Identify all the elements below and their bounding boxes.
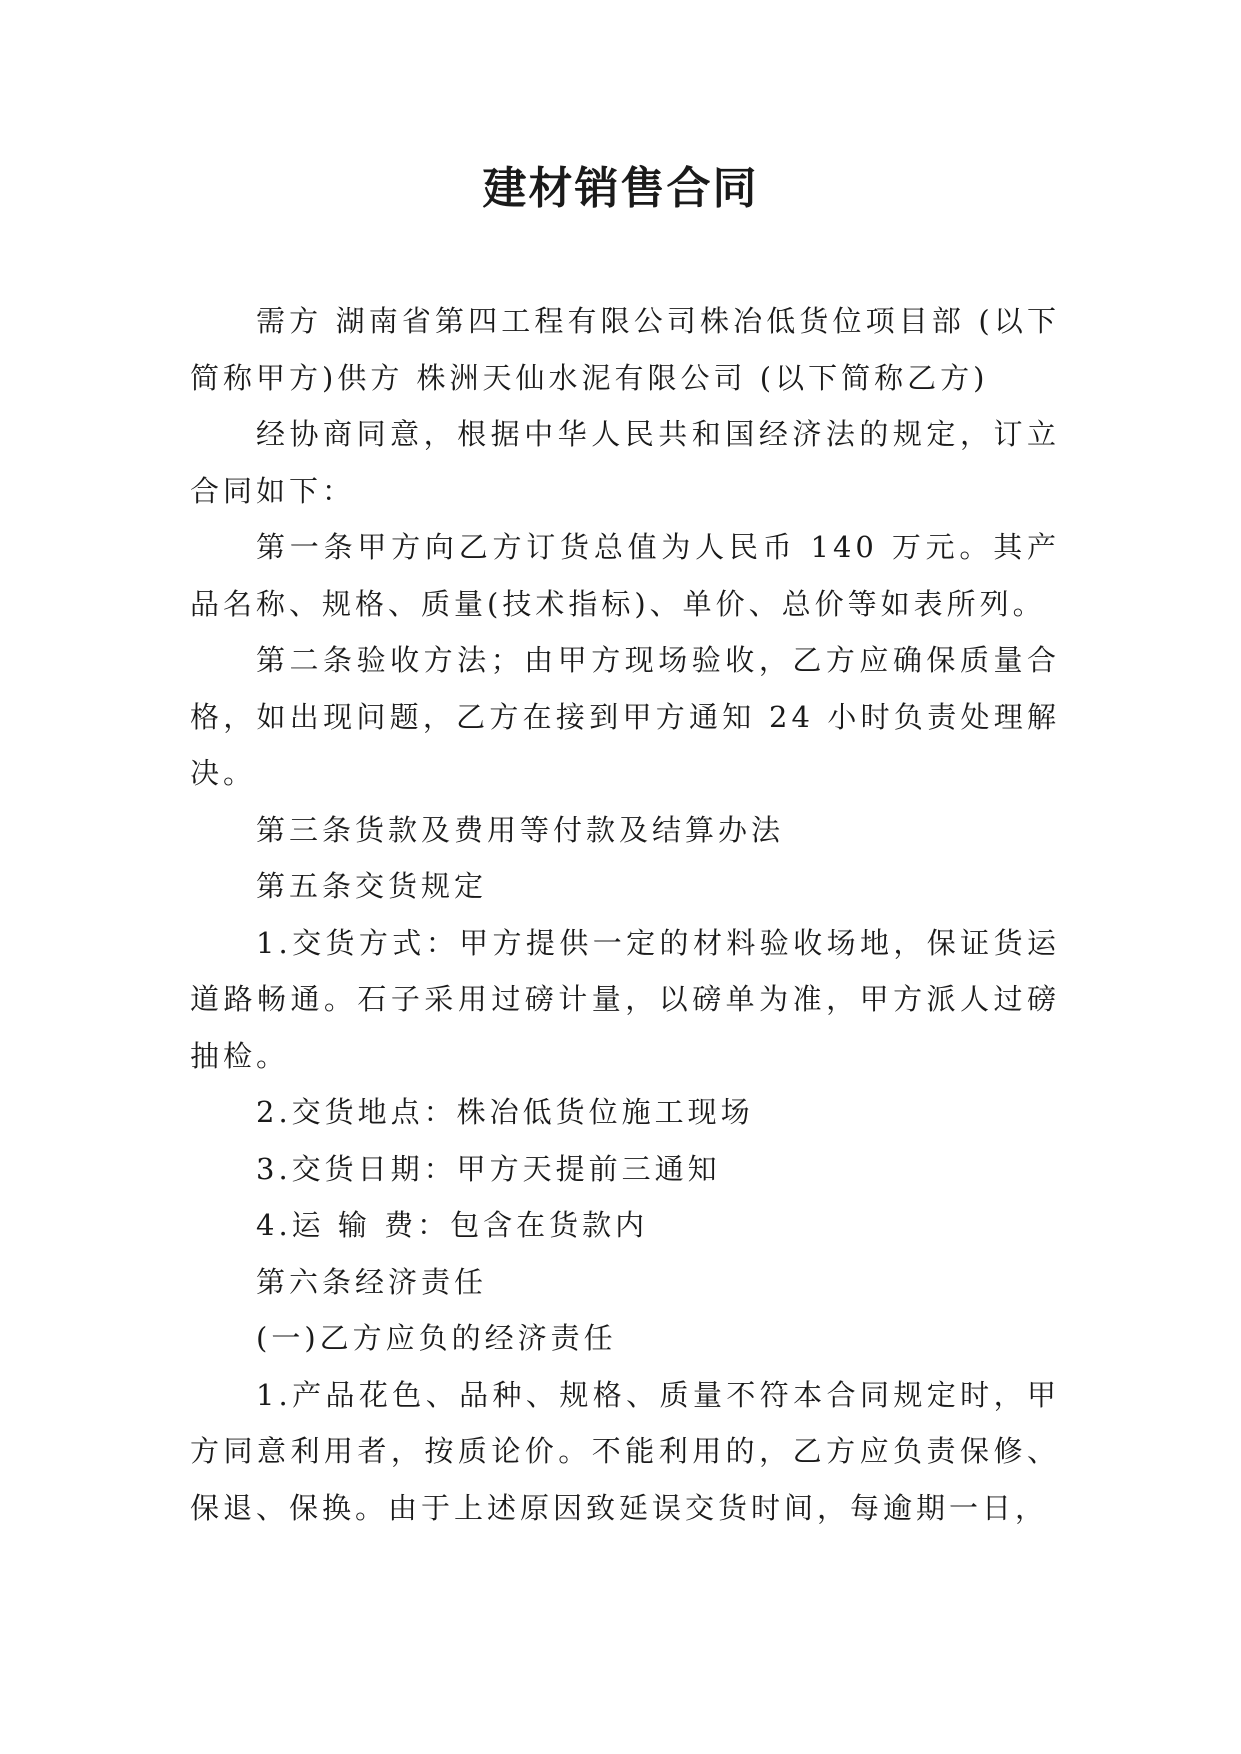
paragraph-article-5: 第五条交货规定 [256,869,488,903]
paragraph-article-1: 第一条甲方向乙方订货总值为人民币 140 万元。其产品名称、规格、质量(技术指标)、单价、总价等如表所列。 [190,530,1060,621]
paragraph-supplier-liability: (一)乙方应负的经济责任 [256,1321,617,1355]
paragraph-parties: 需方 湖南省第四工程有限公司株冶低货位项目部 (以下简称甲方)供方 株洲天仙水泥有限公司 (以下简称乙方) [190,304,1060,395]
document-body [190,293,1060,1536]
paragraph-article-3: 第三条货款及费用等付款及结算办法 [256,812,785,847]
paragraph-article-2: 第二条验收方法；由甲方现场验收，乙方应确保质量合格，如出现问题，乙方在接到甲方通知 24 小时负责处理解决。 [190,643,1060,790]
paragraph-agreement: 经协商同意，根据中华人民共和国经济法的规定，订立合同如下： [190,417,1060,508]
paragraph-delivery-date: 3.交货日期：甲方天提前三通知 [256,1151,721,1186]
paragraph-article-6: 第六条经济责任 [256,1264,488,1299]
paragraph-delivery-location: 2.交货地点：株冶低货位施工现场 [256,1095,754,1129]
document-title: 建材销售合同 [482,163,759,214]
paragraph-delivery-method: 1.交货方式：甲方提供一定的材料验收场地，保证货运道路畅通。石子采用过磅计量，以磅单为准，甲方派人过磅抽检。 [190,925,1060,1073]
paragraph-transport-fee: 4.运 输 费：包含在货款内 [256,1208,649,1242]
paragraph-liability-item-1: 1.产品花色、品种、规格、质量不符本合同规定时，甲方同意利用者，按质论价。不能利用的，乙方应负责保修、保退、保换。由于上述原因致延误交货时间，每逾期一日， [190,1377,1060,1525]
